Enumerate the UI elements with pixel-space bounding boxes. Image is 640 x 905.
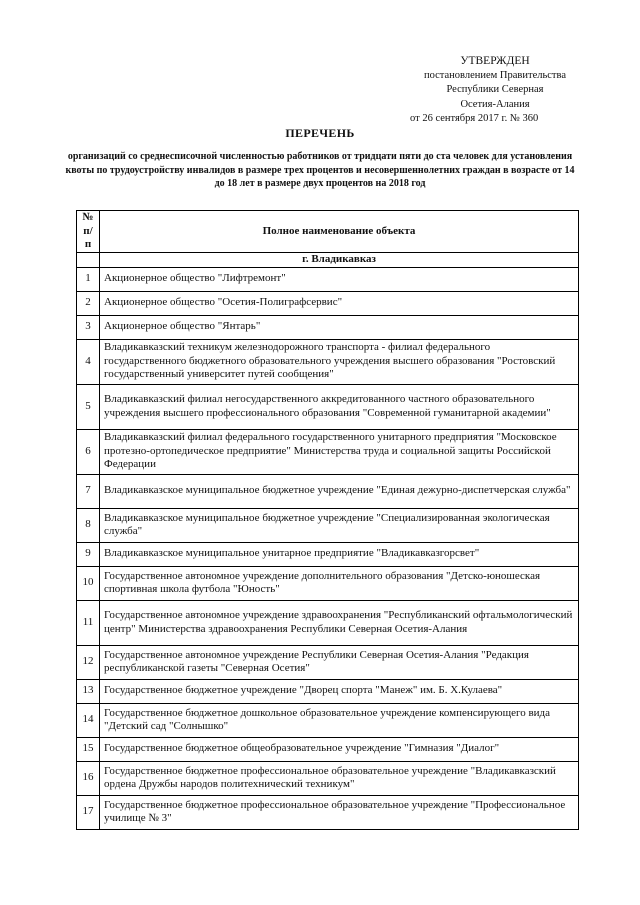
row-number: 3	[77, 315, 100, 339]
row-name: Государственное бюджетное профессиональное образовательное учреждение "Профессиональное училище № 3"	[100, 795, 579, 829]
city-name: г. Владикавказ	[100, 252, 579, 267]
table-row	[77, 429, 579, 474]
column-header-number: № п/п	[77, 211, 100, 253]
row-name: Государственное бюджетное учреждение "Дворец спорта "Манеж" им. Б. Х.Кулаева"	[100, 679, 579, 703]
approval-line-2: Республики Северная	[446, 84, 544, 95]
document-title: ПЕРЕЧЕНЬ	[285, 126, 355, 140]
row-number: 1	[77, 267, 100, 291]
row-name: Акционерное общество "Лифтремонт"	[100, 267, 579, 291]
row-number: 10	[77, 566, 100, 600]
row-name: Владикавказский техникум железнодорожного транспорта - филиал федерального государственного бюджетного образовательного учреждения высшего образования "Ростовский государственный университет путей сообщения"	[100, 339, 579, 384]
row-number: 16	[77, 761, 100, 795]
row-number: 8	[77, 508, 100, 542]
table-row	[77, 267, 579, 291]
row-name: Государственное автономное учреждение Республики Северная Осетия-Алания "Редакция республиканской газеты "Северная Осетия"	[100, 645, 579, 679]
table-row	[77, 339, 579, 384]
row-number: 11	[77, 600, 100, 645]
row-name: Владикавказское муниципальное бюджетное учреждение "Специализированная экологическая служба"	[100, 508, 579, 542]
row-number: 14	[77, 703, 100, 737]
row-number: 6	[77, 429, 100, 474]
table-row	[77, 566, 579, 600]
approval-block	[400, 54, 590, 127]
table-row	[77, 508, 579, 542]
row-name: Владикавказский филиал федерального государственного унитарного предприятия "Московское протезно-ортопедическое предприятие" Министерства труда и социальной защиты Российской Федерации	[100, 429, 579, 474]
row-name: Государственное бюджетное общеобразовательное учреждение "Гимназия "Диалог"	[100, 737, 579, 761]
organizations-table	[76, 210, 579, 830]
table-row	[77, 679, 579, 703]
table-row	[77, 384, 579, 429]
row-name: Государственное автономное учреждение дополнительного образования "Детско-юношеская спортивная школа футбола "Юность"	[100, 566, 579, 600]
table-row	[77, 291, 579, 315]
row-number: 17	[77, 795, 100, 829]
table-row	[77, 315, 579, 339]
row-number: 7	[77, 474, 100, 508]
row-number: 4	[77, 339, 100, 384]
row-name: Владикавказское муниципальное бюджетное учреждение "Единая дежурно-диспетчерская служба"	[100, 474, 579, 508]
approval-date: от 26 сентября 2017 г. № 360	[410, 113, 539, 124]
document-subtitle: организаций со среднесписочной численностью работников от тридцати пяти до ста человек для установления квоты по трудоустройству инвалидов в размере трех процентов и несовершеннолетних граждан в возрасте от 14 до 18 лет в размере двух процентов на 2018 год	[65, 151, 575, 189]
table-row	[77, 645, 579, 679]
table-header-row	[77, 211, 579, 253]
row-number: 12	[77, 645, 100, 679]
approval-line-3: Осетия-Алания	[460, 98, 530, 110]
approval-title: УТВЕРЖДЕН	[460, 55, 530, 67]
city-row	[77, 252, 579, 267]
row-name: Акционерное общество "Янтарь"	[100, 315, 579, 339]
row-number: 9	[77, 542, 100, 566]
table-row	[77, 703, 579, 737]
table-row	[77, 737, 579, 761]
table-row	[77, 474, 579, 508]
table-row	[77, 542, 579, 566]
row-name: Государственное бюджетное профессиональное образовательное учреждение "Владикавказский ордена Дружбы народов политехнический техникум"	[100, 761, 579, 795]
row-number: 15	[77, 737, 100, 761]
column-header-name: Полное наименование объекта	[100, 211, 579, 253]
row-name: Владикавказское муниципальное унитарное предприятие "Владикавказгорсвет"	[100, 542, 579, 566]
approval-line-1: постановлением Правительства	[423, 69, 566, 81]
row-name: Государственное бюджетное дошкольное образовательное учреждение компенсирующего вида "Детский сад "Солнышко"	[100, 703, 579, 737]
table-row	[77, 600, 579, 645]
row-number: 5	[77, 384, 100, 429]
row-number: 2	[77, 291, 100, 315]
row-name: Государственное автономное учреждение здравоохранения "Республиканский офтальмологический центр" Министерства здравоохранения Республики Северная Осетия-Алания	[100, 600, 579, 645]
table-row	[77, 761, 579, 795]
row-name: Владикавказский филиал негосударственного аккредитованного частного образовательного учреждения высшего профессионального образования "Современной гуманитарной академии"	[100, 384, 579, 429]
row-name: Акционерное общество "Осетия-Полиграфсервис"	[100, 291, 579, 315]
row-number: 13	[77, 679, 100, 703]
table-row	[77, 795, 579, 829]
